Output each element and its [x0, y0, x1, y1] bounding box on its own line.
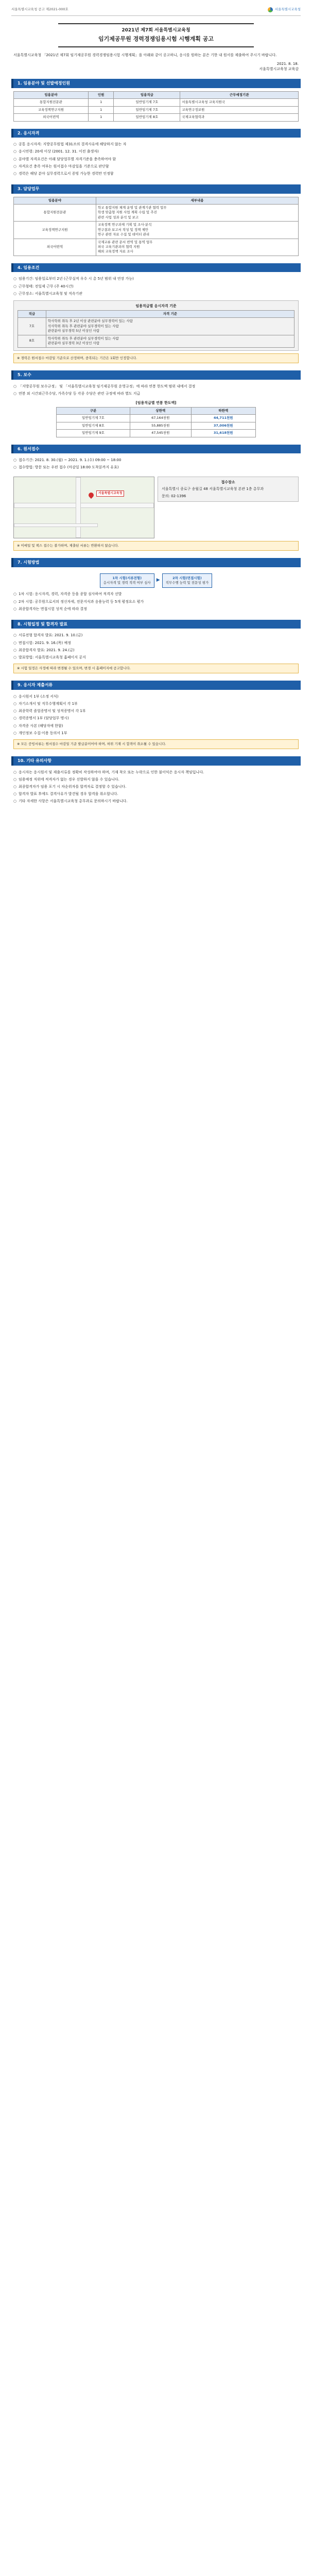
location-pin-icon: [88, 491, 95, 498]
section-heading: 7. 시험방법: [11, 558, 301, 567]
table-cell: 7호: [18, 318, 46, 335]
list-item: ○ 임용예정 직위에 적격자가 없는 경우 선발하지 않을 수 있습니다.: [13, 776, 299, 783]
table-cell: 일반임기제 7호: [57, 415, 130, 422]
table-header-cell: 인원: [88, 92, 114, 99]
place-label: 접수장소: [221, 480, 235, 484]
table-row: [14, 239, 299, 256]
positions-table: [13, 91, 299, 122]
table-cell: 67,164천원: [130, 415, 191, 422]
list-item: ○ 발표방법: 서울특별시교육청 홈페이지 공지: [13, 654, 299, 661]
table-row: [14, 106, 299, 113]
notice-issuer: 서울특별시교육청 교육감: [259, 67, 299, 72]
method-text: ○ 접수방법: 방문 또는 우편 접수 (마감일 18:00 도착분까지 유효): [13, 464, 299, 471]
list-item: ○ 1차 시험: 응시자격, 경력, 자격증 등을 종합 심사하여 적격자 선발: [13, 590, 299, 598]
section-3: [11, 184, 301, 256]
intro-text: 서울특별시교육청 「2021년 제7회 임기제공무원 경력경쟁임용시험 시행계획」을 아래와 같이 공고하니, 응시를 원하는 분은 기한 내 원서를 제출하여 주시기 바랍니다.: [13, 53, 277, 57]
notice-number: 서울특별시교육청 공고 제2021-000호: [11, 7, 68, 12]
schedule-note: ※ 시험 일정은 사정에 따라 변경될 수 있으며, 변경 시 홈페이지에 공고합니다.: [13, 664, 299, 673]
section-heading: 8. 시험일정 및 합격자 발표: [11, 620, 301, 629]
section-heading: 5. 보수: [11, 370, 301, 380]
top-bar: [11, 7, 301, 16]
schedule-list: [13, 632, 299, 661]
table-header-cell: 근무예정기관: [180, 92, 299, 99]
list-item: ○ 합격자 발표 후에도 결격사유가 발견될 경우 합격을 취소합니다.: [13, 790, 299, 798]
section-6: [11, 445, 301, 551]
salary-table-title: [임용직급별 연봉 한도액]: [135, 400, 177, 405]
table-cell: 국제교육협력과: [180, 114, 299, 121]
list-item: ○ 근무형태: 전일제 근무 (주 40시간): [13, 283, 299, 290]
list-item: ○ 응시원서 1부 (소정 서식): [13, 693, 299, 700]
place-text: 서울특별시 종로구 송월길 48 서울특별시교육청 본관 1층 총무과: [162, 486, 264, 491]
documents-list: [13, 693, 299, 737]
list-item: ○ 최종합격자가 임용 포기 시 차순위자를 합격자로 결정할 수 있습니다.: [13, 783, 299, 790]
list-item: ○ 경력증명서 1부 (담당업무 명시): [13, 715, 299, 722]
table-cell: 55,885천원: [130, 422, 191, 429]
list-item: ○ 응시자는 응시원서 및 제출서류를 정확히 작성하여야 하며, 기재 착오 또는 누락으로 인한 불이익은 응시자 책임입니다.: [13, 769, 299, 776]
table-cell: 학사학위 취득 후 관련분야 실무경력이 있는 사람 관련분야 실무경력 3년 이상인 사람: [46, 335, 294, 347]
table-header-cell: 자격 기준: [46, 311, 294, 318]
table-cell: 1: [88, 114, 114, 121]
table-header-cell: 임용직급: [114, 92, 180, 99]
period-text: ○ 접수기간: 2021. 8. 30.(월) ~ 2021. 9. 1.(수) 09:00 ~ 18:00: [13, 456, 299, 464]
salary-list: [13, 383, 299, 397]
table-row: [14, 114, 299, 121]
section-heading: 2. 응시자격: [11, 129, 301, 138]
section-9: [11, 681, 301, 749]
exam-flow: [13, 573, 299, 588]
table-cell: 31,618천원: [191, 430, 255, 437]
list-item: ○ 근무장소: 서울특별시교육청 및 직속기관: [13, 290, 299, 297]
section-heading: 1. 임용분야 및 선발예정인원: [11, 79, 301, 88]
logo: [268, 7, 301, 12]
list-item: ○ 자격증 사본 (해당자에 한함): [13, 722, 299, 730]
salary-table: [56, 407, 256, 437]
section-heading: 3. 담당업무: [11, 184, 301, 194]
table-cell: 교육정책 연구과제 기획 및 조사·분석 연구결과 보고서 작성 및 정책 제안 연구 관련 자료 수집 및 데이터 관리: [96, 222, 298, 239]
map-label: 서울특별시교육청: [96, 490, 124, 497]
list-item: ○ 최종학력 졸업증명서 및 성적증명서 각 1부: [13, 707, 299, 715]
table-cell: 47,545천원: [130, 430, 191, 437]
table-header-cell: 상한액: [130, 407, 191, 414]
conditions-list: [13, 275, 299, 297]
table-header-cell: 구분: [57, 407, 130, 414]
table-cell: 44,711천원: [191, 415, 255, 422]
table-cell: 국제교류 관련 문서 번역 및 통역 업무 외국 교육기관과의 협력 지원 해외 교육정책 자료 조사: [96, 239, 298, 256]
qualification-list: [13, 141, 299, 177]
table-row: [57, 430, 256, 437]
criteria-table: [18, 310, 294, 348]
list-item: ○ 「지방공무원 보수규정」 및 「서울특별시교육청 임기제공무원 운영규정」에 따라 연봉 한도액 범위 내에서 결정: [13, 383, 299, 390]
submission-note: ※ 이메일 및 팩스 접수는 불가하며, 제출된 서류는 반환하지 않습니다.: [13, 541, 299, 551]
table-row: [14, 205, 299, 222]
exam-step-1: 1차 시험(서류전형) 응시자격 및 경력 적격 여부 심사: [100, 573, 154, 588]
table-header-cell: 직급: [18, 311, 46, 318]
table-cell: 8호: [18, 335, 46, 347]
table-cell: 교육정책연구지원: [14, 222, 96, 239]
phone-text: 문의: 02-1396: [162, 494, 186, 498]
section-1: [11, 79, 301, 121]
criteria-note: ※ 경력은 원서접수 마감일 기준으로 산정하며, 중복되는 기간은 1회만 인정합니다.: [13, 353, 299, 363]
table-cell: 교육연구정보원: [180, 106, 299, 113]
section-2: [11, 129, 301, 177]
table-cell: 일반임기제 7호: [114, 106, 180, 113]
table-cell: 일반임기제 8호: [57, 422, 130, 429]
table-cell: 통합지원전문관: [14, 205, 96, 222]
table-cell: 1: [88, 106, 114, 113]
location-map: [13, 477, 154, 538]
section-heading: 9. 응시자 제출서류: [11, 681, 301, 690]
exam-method-list: [13, 590, 299, 612]
section-heading: 4. 임용조건: [11, 263, 301, 273]
list-item: ○ 자기소개서 및 직무수행계획서 각 1부: [13, 700, 299, 707]
list-item: ○ 서류전형 합격자 발표: 2021. 9. 10.(금): [13, 632, 299, 639]
list-item: ○ 연봉 외 시간외근무수당, 가족수당 등 각종 수당은 관련 규정에 따라 별도 지급: [13, 390, 299, 397]
table-cell: 외국어번역: [14, 239, 96, 256]
table-cell: 서울특별시교육청 교육지원국: [180, 99, 299, 106]
table-header-cell: 임용분야: [14, 197, 96, 204]
place-box: [158, 477, 299, 502]
list-item: ○ 경력은 해당 분야 실무경력으로서 증빙 가능한 경력만 인정함: [13, 170, 299, 177]
table-cell: 학사학위 취득 후 2년 이상 관련분야 실무경력이 있는 사람 석사학위 취득 후 관련분야 실무경력이 있는 사람 관련분야 실무경력 5년 이상인 사람: [46, 318, 294, 335]
table-header-cell: 하한액: [191, 407, 255, 414]
table-row: [57, 415, 256, 422]
table-header-cell: 임용분야: [14, 92, 89, 99]
notice-date: 2021. 8. 18.: [276, 62, 299, 66]
title-line2: 임기제공무원 경력경쟁임용시험 시행계획 공고: [98, 36, 214, 43]
section-8: [11, 620, 301, 674]
table-row: [14, 222, 299, 239]
table-cell: 일반임기제 7호: [114, 99, 180, 106]
section-10: [11, 756, 301, 805]
section-heading: 6. 원서접수: [11, 445, 301, 454]
list-item: ○ 최종합격자는 면접시험 성적 순에 따라 결정: [13, 605, 299, 613]
table-header-cell: 세부내용: [96, 197, 298, 204]
emblem-icon: [268, 7, 273, 12]
list-item: ○ 응시연령: 20세 이상 (2001. 12. 31. 이전 출생자): [13, 148, 299, 155]
table-cell: 일반임기제 9호: [57, 430, 130, 437]
table-cell: 37,006천원: [191, 422, 255, 429]
notes-list: [13, 769, 299, 805]
title-line1: 2021년 제7회 서울특별시교육청: [122, 28, 190, 33]
list-item: ○ 임용기간: 임용일로부터 2년 (근무실적 우수 시 총 5년 범위 내 연장 가능): [13, 275, 299, 282]
table-cell: 교육정책연구지원: [14, 106, 89, 113]
logo-text: 서울특별시교육청: [274, 7, 301, 12]
list-item: ○ 면접시험: 2021. 9. 16.(목) 예정: [13, 639, 299, 647]
table-row: [14, 99, 299, 106]
section-heading: 10. 기타 유의사항: [11, 756, 301, 766]
table-row: [57, 422, 256, 429]
table-cell: 일반임기제 8호: [114, 114, 180, 121]
title-box: [58, 23, 254, 47]
criteria-box: [13, 300, 299, 351]
documents-note: ※ 모든 증빙서류는 원서접수 마감일 기준 발급분이어야 하며, 허위 기재 시 합격이 취소될 수 있습니다.: [13, 739, 299, 749]
table-row: [18, 335, 294, 347]
section-7: [11, 558, 301, 613]
table-cell: 통합지원전문관: [14, 99, 89, 106]
table-row: [18, 318, 294, 335]
section-4: [11, 263, 301, 363]
table-cell: 외국어번역: [14, 114, 89, 121]
exam-step-2: 2차 시험(면접시험) 직무수행 능력 및 전문성 평가: [162, 573, 213, 588]
list-item: ○ 기타 자세한 사항은 서울특별시교육청 총무과로 문의하시기 바랍니다.: [13, 798, 299, 805]
list-item: ○ 분야별 자격요건은 아래 담당업무별 자격기준을 충족하여야 함: [13, 156, 299, 163]
table-cell: 1: [88, 99, 114, 106]
list-item: ○ 자격요건 충족 여부는 원서접수 마감일을 기준으로 판단함: [13, 163, 299, 170]
list-item: ○ 최종합격자 발표: 2021. 9. 24.(금): [13, 647, 299, 654]
section-5: [11, 370, 301, 437]
list-item: ○ 2차 시험: 공무원으로서의 정신자세, 전문지식과 응용능력 등 5개 평정요소 평가: [13, 598, 299, 605]
arrow-right-icon: ▶: [156, 578, 160, 583]
list-item: ○ 개인정보 수집·이용 동의서 1부: [13, 730, 299, 737]
list-item: ○ 공통 응시자격: 지방공무원법 제31조의 결격사유에 해당하지 않는 자: [13, 141, 299, 148]
duties-table: [13, 197, 299, 256]
table-cell: 학교 통합지원 체계 운영 및 관계기관 협력 업무 학생 맞춤형 지원 사업 계획 수립 및 추진 관련 사업 성과 분석 및 보고: [96, 205, 298, 222]
criteria-title: 임용직급별 응시자격 기준: [135, 303, 177, 308]
